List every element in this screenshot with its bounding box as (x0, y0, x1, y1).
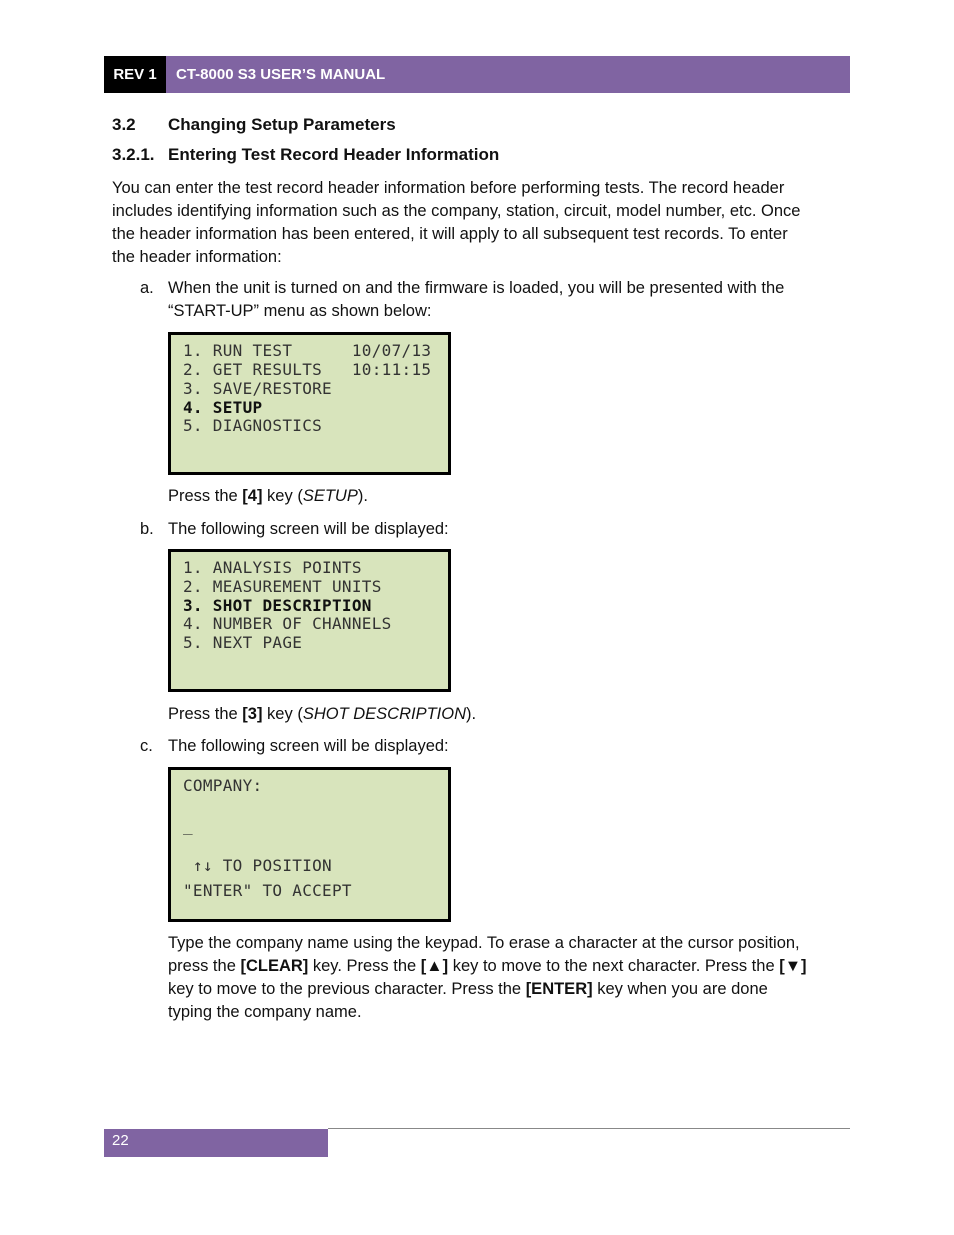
intro-line: includes identifying information such as the company, station, circuit, model number, etc. Once (112, 202, 801, 220)
intro-line: the header information: (112, 248, 282, 266)
instruction-line: press the [CLEAR] key. Press the [▲] key to move to the next character. Press the [▼] (168, 957, 807, 975)
lcd-line: COMPANY: (183, 776, 263, 795)
instruction-line: typing the company name. (168, 1003, 362, 1021)
footer-rule (328, 1128, 850, 1129)
subsection-heading (112, 145, 499, 165)
instruction-line: Type the company name using the keypad. To erase a character at the cursor position, (168, 934, 800, 952)
step-label: c. (140, 737, 153, 755)
instruction-press-3: Press the [3] key (SHOT DESCRIPTION). (168, 705, 477, 723)
revision-label: REV 1 (104, 56, 166, 93)
lcd-line: 3. SAVE/RESTORE (183, 379, 332, 398)
key-down: [▼] (779, 957, 807, 975)
intro-line: You can enter the test record header information before performing tests. The record header (112, 179, 785, 197)
key-4: [4] (242, 487, 263, 505)
instruction-press-4: Press the [4] key (SETUP). (168, 487, 368, 505)
lcd-cursor: _ (183, 816, 193, 835)
key-clear: [CLEAR] (240, 957, 309, 975)
key-enter: [ENTER] (525, 980, 593, 998)
step-label: a. (140, 279, 154, 297)
subsection-number: 3.2.1. (112, 145, 155, 164)
step-label: b. (140, 520, 154, 538)
lcd-line: 5. DIAGNOSTICS (183, 416, 323, 435)
final-instructions (168, 932, 848, 1024)
key-3: [3] (242, 705, 263, 723)
lcd-line-selected: 4. SETUP (183, 398, 263, 417)
lcd-line: "ENTER" TO ACCEPT (183, 881, 352, 900)
lcd-line: 2. GET RESULTS 10:11:15 (183, 360, 432, 379)
lcd-line: 2. MEASUREMENT UNITS (183, 577, 382, 596)
step-text: The following screen will be displayed: (168, 520, 449, 538)
lcd-line: ↑↓ TO POSITION (183, 856, 332, 875)
section-heading (112, 115, 396, 135)
page-number: 22 (112, 1132, 129, 1149)
instruction-line: key to move to the previous character. Press the [ENTER] key when you are done (168, 980, 768, 998)
lcd-line: 5. NEXT PAGE (183, 633, 303, 652)
step-text: The following screen will be displayed: (168, 737, 449, 755)
step-text: “START-UP” menu as shown below: (168, 302, 432, 320)
lcd-line: 1. RUN TEST 10/07/13 (183, 341, 432, 360)
lcd-line: 4. NUMBER OF CHANNELS (183, 614, 392, 633)
subsection-title: Entering Test Record Header Information (168, 145, 500, 164)
lcd-startup-menu (168, 332, 451, 475)
key-up: [▲] (420, 957, 449, 975)
intro-paragraph (112, 177, 842, 269)
manual-title: CT-8000 S3 USER’S MANUAL (176, 66, 386, 83)
step-text: When the unit is turned on and the firmware is loaded, you will be presented with the (168, 279, 785, 297)
intro-line: the header information has been entered, it will apply to all subsequent test records. To enter (112, 225, 788, 243)
lcd-setup-menu (168, 549, 451, 692)
lcd-line: 1. ANALYSIS POINTS (183, 558, 362, 577)
page-number-box (104, 1129, 328, 1157)
lcd-company-entry (168, 767, 451, 922)
page-header (104, 56, 850, 93)
section-title: Changing Setup Parameters (168, 115, 396, 134)
lcd-line-selected: 3. SHOT DESCRIPTION (183, 596, 372, 615)
section-number: 3.2 (112, 115, 136, 134)
